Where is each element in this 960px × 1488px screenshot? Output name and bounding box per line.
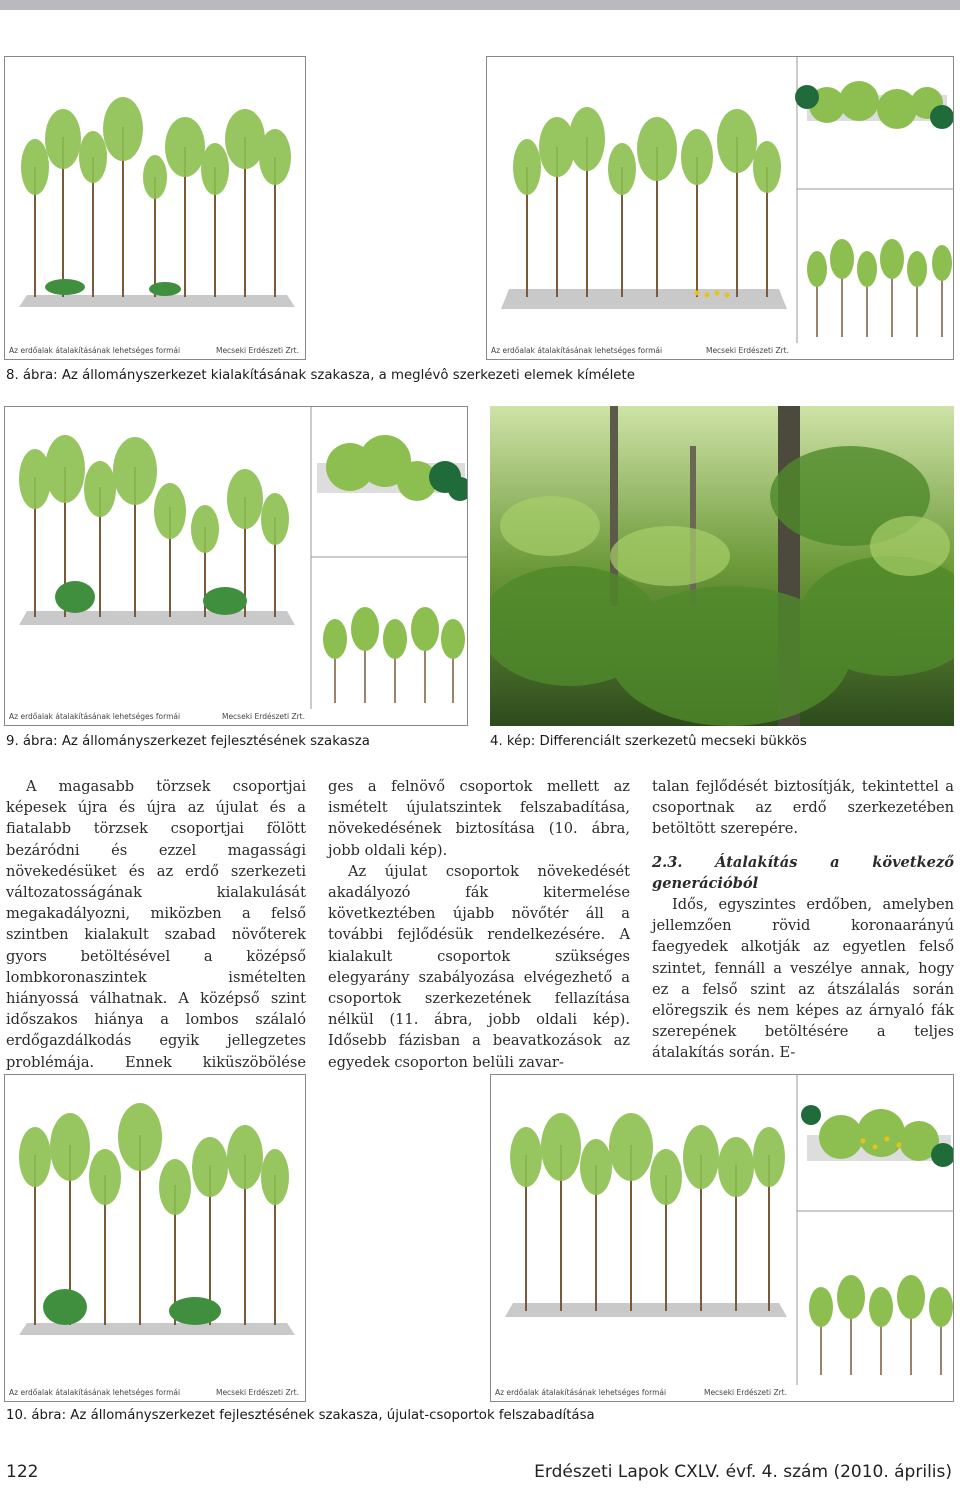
text-column-1 — [6, 776, 306, 1094]
panel-footer — [5, 343, 305, 359]
panel-footer-right: Mecseki Erdészeti Zrt. — [705, 346, 789, 355]
panel-footer — [5, 709, 467, 725]
panel-footer-left: Az erdőalak átalakításának lehetséges formái — [9, 1388, 181, 1397]
figure8-right-panel — [486, 56, 954, 360]
paragraph: talan fejlődését biztosítják, tekintettel a csoportnak az erdő szerkezetében betöltött szerepére. — [652, 778, 954, 838]
panel-footer-left: Az erdőalak átalakításának lehetséges formái — [9, 346, 181, 355]
journal-info: Erdészeti Lapok CXLV. évf. 4. szám (2010. április) — [534, 1462, 952, 1482]
forest-side-view-illustration — [491, 1075, 954, 1402]
photo4-caption: 4. kép: Differenciált szerkezetû mecseki bükkös — [490, 734, 807, 749]
page-number: 122 — [6, 1462, 39, 1482]
panel-footer-right: Mecseki Erdészeti Zrt. — [215, 346, 299, 355]
beech-forest-photo — [490, 406, 954, 726]
panel-footer — [487, 343, 953, 359]
section-heading: 2.3. Átalakítás a következő generációból — [652, 853, 954, 892]
figure9-panel — [4, 406, 468, 726]
forest-side-view-illustration — [5, 407, 468, 726]
panel-footer — [491, 1385, 953, 1401]
panel-footer-right: Mecseki Erdészeti Zrt. — [215, 1388, 299, 1397]
forest-side-view-illustration — [487, 57, 954, 360]
text-column-3 — [652, 776, 954, 1064]
forest-photo-illustration — [490, 406, 954, 726]
panel-footer-right: Mecseki Erdészeti Zrt. — [703, 1388, 787, 1397]
panel-footer-left: Az erdőalak átalakításának lehetséges formái — [9, 712, 181, 721]
forest-side-view-illustration — [5, 1075, 306, 1402]
figure10-left-panel — [4, 1074, 306, 1402]
paragraph: A magasabb törzsek csoportjai képesek újra és újra az újulat és a fiatalabb törzsek csoportjai fölött bezáródni és ezzel magassági növekedésüket és az erdő szerkezeti változatosságának kialakulását megakadályozni, miközben a felső szintben kialakult szabad növőterek gyors betöltésével a középső lombkoronaszintek ismételten hiányossá válhatnak. A középső szint időszakos hiánya a lombos szálaló erdőgazdálkodás egyik jellegzetes problémája. Ennek kiküszöbölése — [6, 778, 306, 1071]
text-column-2 — [328, 776, 630, 1073]
paragraph: ges a felnövő csoportok mellett az ismételt újulatszintek felszabadítása, növekedésének biztosítása (10. ábra, jobb oldali kép). — [328, 778, 630, 859]
paragraph: Az újulat csoportok növekedését akadályozó fák kitermelése következtében újabb növőtér áll a további fejlődésük rendelkezésére. A kialakult csoportok szükséges elegyarány szabályozása elvégezhető a csoportok szerkezetének fellazítása nélkül (11. ábra, jobb oldali kép). Idősebb fázisban a beavatkozások az egyedek csoporton belüli zavar- — [328, 862, 630, 1071]
figure10-right-panel — [490, 1074, 954, 1402]
panel-footer — [5, 1385, 305, 1401]
panel-footer-right: Mecseki Erdészeti Zrt. — [221, 712, 305, 721]
figure9-caption: 9. ábra: Az állományszerkezet fejlesztésének szakasza — [6, 734, 370, 749]
top-decorative-bar — [0, 0, 960, 10]
figure10-caption: 10. ábra: Az állományszerkezet fejlesztésének szakasza, újulat-csoportok felszabadítása — [6, 1408, 595, 1423]
forest-side-view-illustration — [5, 57, 306, 360]
figure8-left-panel — [4, 56, 306, 360]
panel-footer-left: Az erdőalak átalakításának lehetséges formái — [495, 1388, 667, 1397]
paragraph: Idős, egyszintes erdőben, amelyben jellemzően rövid koronaarányú faegyedek alkotják az egyetlen felső szintet, fennáll a veszélye annak, hogy ez a felső szint az átszálalás során elöregszik és nem képes az árnyaló fák szerepének betöltésére a teljes átalakítás során. E- — [652, 896, 954, 1062]
figure8-caption: 8. ábra: Az állományszerkezet kialakításának szakasza, a meglévô szerkezeti elemek kímélete — [6, 368, 635, 383]
panel-footer-left: Az erdőalak átalakításának lehetséges formái — [491, 346, 663, 355]
